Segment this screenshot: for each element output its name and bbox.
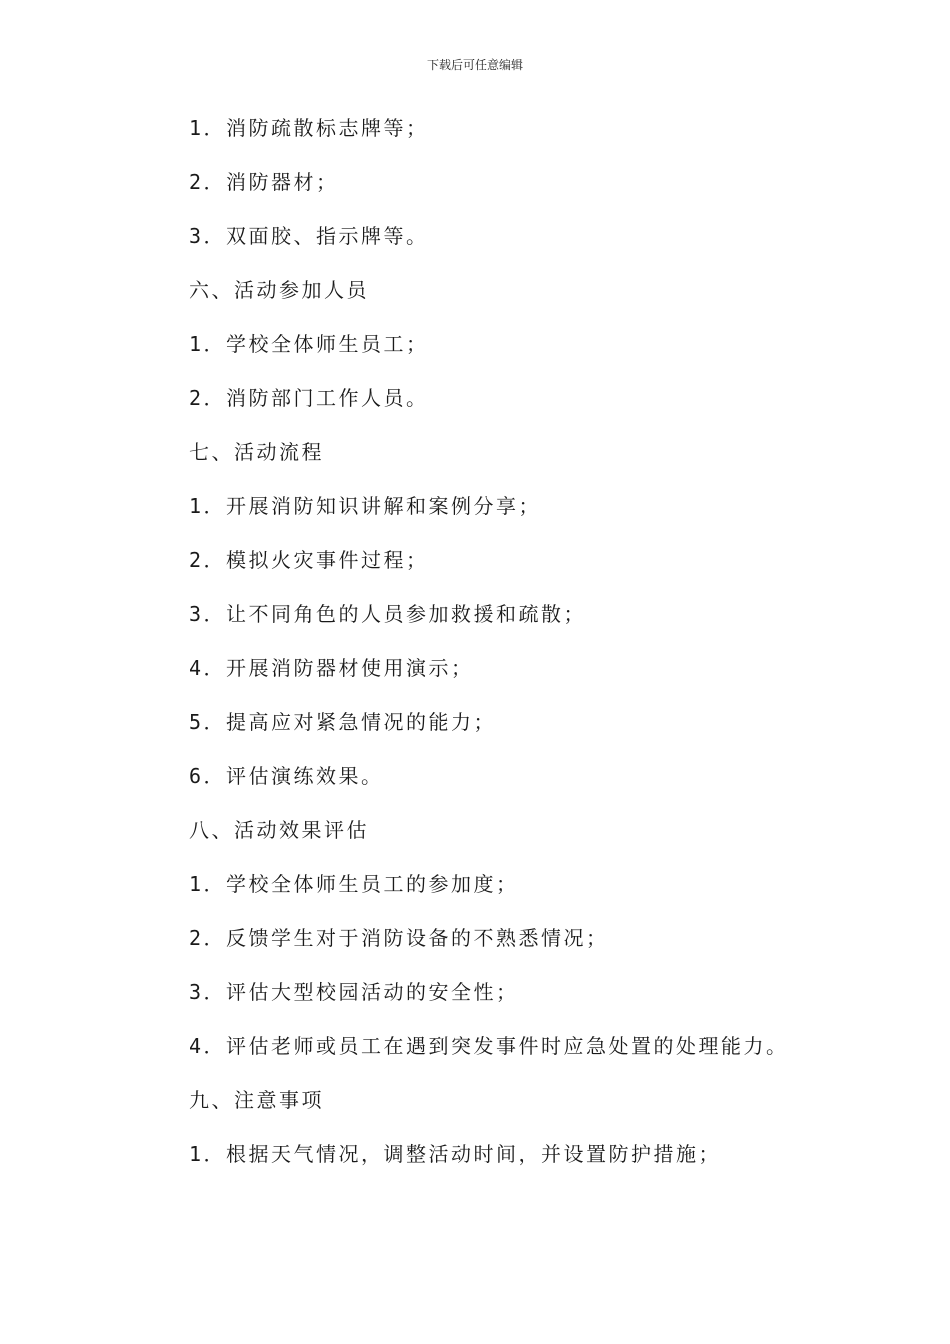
section-heading: 九、注意事项 bbox=[189, 1088, 324, 1112]
item-line: 1．根据天气情况，调整活动时间，并设置防护措施； bbox=[189, 1142, 722, 1166]
item-line: 5．提高应对紧急情况的能力； bbox=[189, 710, 497, 734]
section-heading: 八、活动效果评估 bbox=[189, 818, 369, 842]
page-header: 下载后可任意编辑 bbox=[426, 58, 523, 72]
item-line: 2．消防部门工作人员。 bbox=[189, 386, 429, 410]
item-line: 1．学校全体师生员工； bbox=[189, 332, 429, 356]
item-line: 3．让不同角色的人员参加救援和疏散； bbox=[189, 602, 587, 626]
item-line: 1．开展消防知识讲解和案例分享； bbox=[189, 494, 542, 518]
item-line: 4．开展消防器材使用演示； bbox=[189, 656, 474, 680]
document-body bbox=[189, 113, 889, 1193]
item-line: 2．模拟火灾事件过程； bbox=[189, 548, 429, 572]
item-line: 3．评估大型校园活动的安全性； bbox=[189, 980, 519, 1004]
item-line: 6．评估演练效果。 bbox=[189, 764, 384, 788]
item-line: 4．评估老师或员工在遇到突发事件时应急处置的处理能力。 bbox=[189, 1034, 789, 1058]
section-heading: 六、活动参加人员 bbox=[189, 278, 369, 302]
item-line: 2．反馈学生对于消防设备的不熟悉情况； bbox=[189, 926, 609, 950]
item-line: 1．消防疏散标志牌等； bbox=[189, 116, 429, 140]
item-line: 1．学校全体师生员工的参加度； bbox=[189, 872, 519, 896]
item-line: 3．双面胶、指示牌等。 bbox=[189, 224, 429, 248]
item-line: 2．消防器材； bbox=[189, 170, 339, 194]
section-heading: 七、活动流程 bbox=[189, 440, 324, 464]
